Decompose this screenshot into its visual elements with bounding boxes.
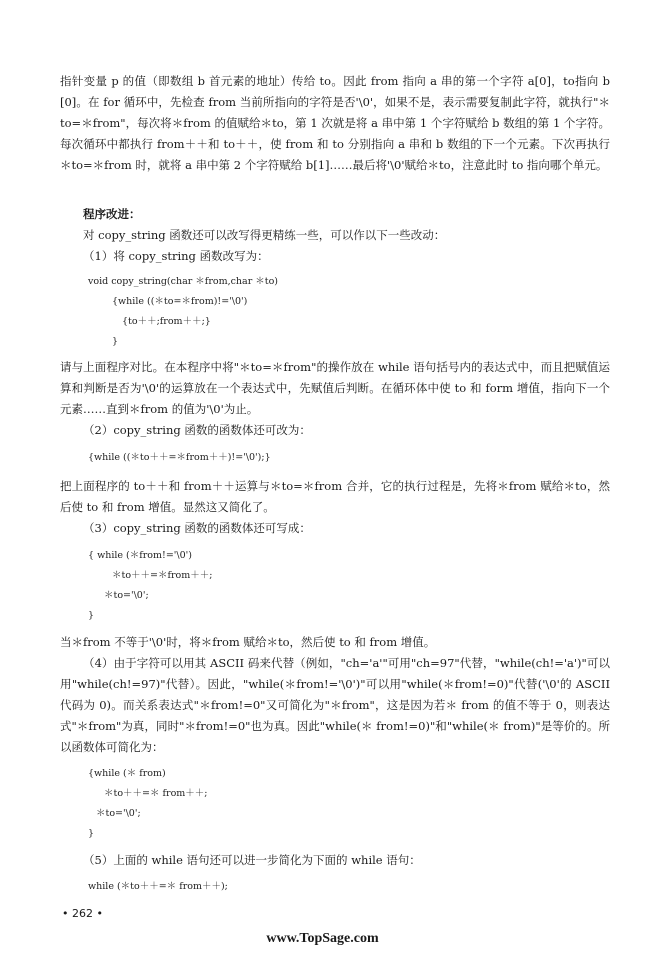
code-line: } xyxy=(112,336,119,347)
code-line: ＊to='\0'; xyxy=(96,808,141,819)
paragraph-step-1-explanation: 请与上面程序对比。在本程序中将"＊to=＊from"的操作放在 while 语句括号内的表达式中，而且把赋值运算和判断是否为'\0'的运算放在一个表达式中，先赋值后判断。在循环体中使 to 和 form 增值，指向下一个元素……直到＊from 的值为'\0'为止。 xyxy=(60,360,610,416)
paragraph-improvement-intro: 对 copy_string 函数还可以改写得更精练一些，可以作以下一些改动： xyxy=(83,228,446,242)
code-line: ＊to='\0'; xyxy=(104,590,149,601)
code-line: {while ((＊to＋＋=＊from＋＋)!='\0');} xyxy=(88,452,271,463)
footer-watermark: www.TopSage.com xyxy=(266,931,379,946)
page-number: • 262 • xyxy=(62,907,103,920)
code-line: {while ((＊to=＊from)!='\0') xyxy=(112,296,248,307)
code-line: } xyxy=(88,828,95,839)
code-line: {to＋＋;from＋＋;} xyxy=(122,316,211,327)
code-line: ＊to＋＋=＊from＋＋; xyxy=(112,570,213,581)
paragraph-step-3-explanation: 当＊from 不等于'\0'时，将＊from 赋给＊to，然后使 to 和 from 增值。 xyxy=(60,635,436,649)
code-line: {while (＊ from) xyxy=(88,768,166,779)
paragraph-step-2-explanation: 把上面程序的 to＋＋和 from＋＋运算与＊to=＊from 合并，它的执行过程是，先将＊from 赋给＊to，然后使 to 和 from 增值。显然这又简化了。 xyxy=(60,479,610,514)
paragraph-step-5: （5）上面的 while 语句还可以进一步简化为下面的 while 语句： xyxy=(83,853,421,867)
paragraph-step-1: （1）将 copy_string 函数改写为： xyxy=(83,249,269,263)
paragraph-pointer-explanation: 指针变量 p 的值（即数组 b 首元素的地址）传给 to。因此 from 指向 a 串的第一个字符 a[0]，to指向 b[0]。在 for 循环中，先检查 from 当前所指向的字符是否'\0'，如果不是，表示需要复制此字符，就执行"＊to=＊from"，每次将＊from 的值赋给＊to，第 1 次就是将 a 串中第 1 个字符赋给 b 数组的第 1 个字符。每次循环中都执行 from＋＋和 to＋＋，使 from 和 to 分别指向 a 串和 b 数组的下一个元素。下次再执行＊to=＊from 时，就将 a 串中第 2 个字符赋给 b[1]……最后将'\0'赋给＊to，注意此时 to 指向哪个单元。 xyxy=(60,74,610,172)
paragraph-step-4: （4）由于字符可以用其 ASCII 码来代替（例如，"ch='a'"可用"ch=97"代替，"while(ch!='a')"可以用"while(ch!=97)"代替）。因此，"while(＊from!='\0')"可以用"while(＊from!=0)"代替('\0'的 ASCII 代码为 0)。而关系表达式"＊from!=0"又可简化为"＊from"，这是因为若＊ from 的值不等于 0，则表达式"＊from"为真，同时"＊from!=0"也为真。因此"while(＊ from!=0)"和"while(＊ from)"是等价的。所以函数体可简化为： xyxy=(60,656,610,754)
section-heading-improvement: 程序改进： xyxy=(83,207,141,221)
code-line: } xyxy=(88,610,95,621)
code-line: void copy_string(char ＊from,char ＊to) xyxy=(88,276,279,287)
paragraph-step-3: （3）copy_string 函数的函数体还可写成： xyxy=(83,521,311,535)
code-line: ＊to＋＋=＊ from＋＋; xyxy=(104,788,208,799)
paragraph-step-2: （2）copy_string 函数的函数体还可改为： xyxy=(83,423,311,437)
code-line: while (＊to＋＋=＊ from＋＋); xyxy=(88,881,228,892)
code-line: { while (＊from!='\0') xyxy=(88,550,192,561)
